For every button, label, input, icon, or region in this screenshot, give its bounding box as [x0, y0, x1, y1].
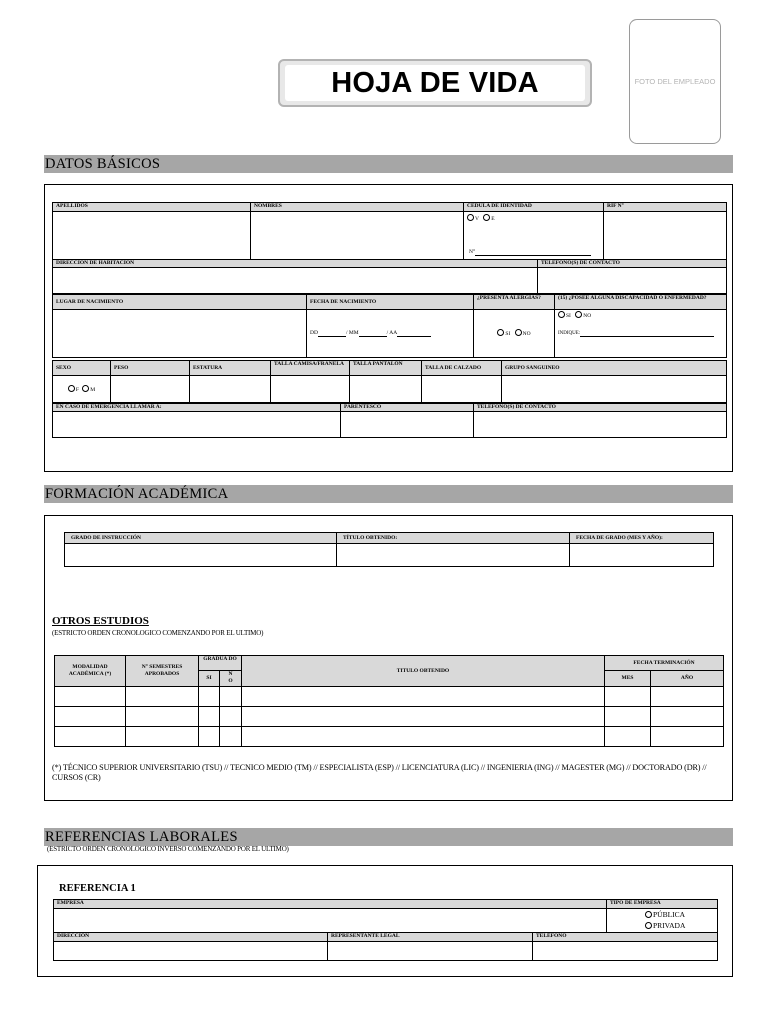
label-grupo-sanguineo: GRUPO SANGUINEO: [502, 361, 727, 376]
cell-no[interactable]: [220, 727, 242, 747]
radio-sexo-f[interactable]: [68, 385, 75, 392]
cell-semestres[interactable]: [126, 687, 199, 707]
radio-cedula-e[interactable]: [483, 214, 490, 221]
label-alergias: ¿PRESENTA ALERGIAS?: [474, 295, 555, 310]
radio-discapacidad-si[interactable]: [558, 311, 565, 318]
field-tipo-empresa[interactable]: [607, 909, 718, 933]
formacion-footnote: (*) TÉCNICO SUPERIOR UNIVERSITARIO (TSU) // TECNICO MEDIO (TM) // ESPECIALISTA (ESP) // LICENCIATURA (LIC) // INGENIERIA (ING) // MAGESTER (MG) // DOCTORADO (DR) // CURSOS (CR): [52, 763, 707, 782]
label-nombres: NOMBRES: [251, 203, 464, 212]
cell-titulo[interactable]: [242, 687, 605, 707]
label-apellidos: APELLIDOS: [53, 203, 251, 212]
referencia-1-row-1: [53, 899, 718, 933]
col-fecha-terminacion: FECHA TERMINACIÓN: [605, 656, 724, 671]
cell-titulo[interactable]: [242, 727, 605, 747]
field-direccion[interactable]: [53, 268, 538, 294]
col-modalidad: MODALIDAD ACADÉMICA (*): [55, 656, 126, 687]
indique-label: INDIQUE:: [558, 331, 581, 336]
radio-discapacidad-si-label: SI: [566, 313, 571, 319]
label-talla-pantalon: TALLA PANTALÓN: [350, 361, 422, 376]
indique-line[interactable]: [580, 336, 714, 337]
cell-semestres[interactable]: [126, 707, 199, 727]
cedula-numero-label: N°: [469, 249, 476, 255]
label-talla-camisa: TALLA CAMISA/FRANELA: [271, 361, 350, 376]
datos-row-3: [52, 294, 727, 358]
field-lugar-nacimiento[interactable]: [53, 310, 307, 358]
cedula-numero-line[interactable]: [475, 255, 591, 256]
label-cedula: CEDULA DE IDENTIDAD: [464, 203, 604, 212]
photo-placeholder[interactable]: [629, 19, 721, 144]
label-peso: PESO: [111, 361, 190, 376]
col-anio: AÑO: [651, 671, 724, 687]
label-representante: REPRESENTANTE LEGAL: [328, 933, 533, 942]
label-emergencia: EN CASO DE EMERGENCIA LLAMAR A:: [53, 404, 341, 412]
cell-no[interactable]: [220, 687, 242, 707]
radio-publica[interactable]: [645, 911, 652, 918]
field-grado[interactable]: [65, 544, 337, 567]
mm-label: MM: [348, 330, 359, 336]
field-talla-pantalon[interactable]: [350, 376, 422, 403]
label-empresa: EMPRESA: [54, 900, 607, 909]
label-direccion: DIRECCION DE HABITACION: [53, 260, 538, 268]
table-row: [55, 727, 724, 747]
field-empresa[interactable]: [54, 909, 607, 933]
label-talla-calzado: TALLA DE CALZADO: [422, 361, 502, 376]
aa-label: AA: [389, 330, 398, 336]
label-fecha-grado: FECHA DE GRADO (MES Y AÑO):: [570, 533, 714, 544]
label-sexo: SEXO: [53, 361, 111, 376]
cell-mes[interactable]: [605, 727, 651, 747]
label-fecha-nacimiento: FECHA DE NACIMIENTO: [307, 295, 474, 310]
col-titulo-obtenido: TITULO OBTENIDO: [242, 656, 605, 687]
datos-row-5: [52, 403, 727, 438]
field-telefono-contacto[interactable]: [474, 412, 727, 438]
col-mes: MES: [605, 671, 651, 687]
radio-alergias-si-label: SI: [505, 331, 511, 337]
cell-mes[interactable]: [605, 707, 651, 727]
field-representante[interactable]: [328, 942, 533, 961]
datos-row-4: [52, 360, 727, 403]
dd-line[interactable]: [318, 336, 346, 337]
aa-line[interactable]: [397, 336, 431, 337]
radio-discapacidad-no[interactable]: [575, 311, 582, 318]
otros-estudios-title: OTROS ESTUDIOS: [52, 615, 149, 627]
field-fecha-grado[interactable]: [570, 544, 714, 567]
field-titulo[interactable]: [337, 544, 570, 567]
col-no: N O: [220, 671, 242, 687]
section-header-referencias: REFERENCIAS LABORALES: [44, 828, 733, 846]
field-grupo-sanguineo[interactable]: [502, 376, 727, 403]
section-header-datos-basicos: DATOS BÁSICOS: [44, 155, 733, 173]
cell-modalidad[interactable]: [55, 687, 126, 707]
col-semestres: N° SEMESTRES APROBADOS: [126, 656, 199, 687]
referencias-note: (ESTRICTO ORDEN CRONOLOGICO INVERSO COMENZANDO POR EL ULTIMO): [47, 845, 289, 853]
field-parentesco[interactable]: [341, 412, 474, 438]
cell-si[interactable]: [199, 727, 220, 747]
datos-row-1: [52, 202, 727, 261]
mm-line[interactable]: [359, 336, 387, 337]
field-talla-calzado[interactable]: [422, 376, 502, 403]
radio-sexo-f-label: F: [75, 386, 79, 393]
label-titulo: TÍTULO OBTENIDO:: [337, 533, 570, 544]
table-row: [55, 707, 724, 727]
field-sexo[interactable]: [53, 376, 111, 403]
label-parentesco: PARENTESCO: [341, 404, 474, 412]
datos-row-2: [52, 259, 727, 294]
field-apellidos[interactable]: [53, 212, 251, 261]
label-telefono-ref: TELÉFONO: [533, 933, 718, 942]
radio-cedula-v[interactable]: [467, 214, 474, 221]
radio-alergias-si[interactable]: [497, 329, 504, 336]
cell-si[interactable]: [199, 707, 220, 727]
field-rif[interactable]: [604, 212, 727, 261]
dd-label: DD: [310, 330, 318, 336]
label-estatura: ESTATURA: [190, 361, 271, 376]
field-cedula[interactable]: [464, 212, 604, 261]
label-telefono-contacto: TELEFONO(S) DE CONTACTO: [474, 404, 727, 412]
radio-cedula-v-label: V: [475, 216, 479, 222]
field-discapacidad[interactable]: [555, 310, 727, 358]
field-telefono-ref[interactable]: [533, 942, 718, 961]
radio-sexo-m[interactable]: [82, 385, 89, 392]
field-talla-camisa[interactable]: [271, 376, 350, 403]
field-peso[interactable]: [111, 376, 190, 403]
radio-privada[interactable]: [645, 922, 652, 929]
col-graduado: GRADUA DO: [199, 656, 242, 671]
otros-estudios-table: [54, 655, 724, 747]
cell-modalidad[interactable]: [55, 727, 126, 747]
radio-cedula-e-label: E: [491, 216, 495, 222]
label-discapacidad: (15) ¿POSEE ALGUNA DISCAPACIDAD O ENFERMEDAD?: [555, 295, 727, 310]
cell-modalidad[interactable]: [55, 707, 126, 727]
table-row: [55, 687, 724, 707]
cell-anio[interactable]: [651, 727, 724, 747]
cell-no[interactable]: [220, 707, 242, 727]
label-telefonos: TELEFONO(S) DE CONTACTO: [538, 260, 727, 268]
field-alergias[interactable]: [474, 310, 555, 358]
label-tipo-empresa: TIPO DE EMPRESA: [607, 900, 718, 909]
radio-alergias-no-label: NO: [522, 331, 531, 337]
label-lugar-nacimiento: LUGAR DE NACIMIENTO: [53, 295, 307, 310]
label-direccion-ref: DIRECCIÓN: [54, 933, 328, 942]
cell-si[interactable]: [199, 687, 220, 707]
document-title: HOJA DE VIDA: [285, 65, 585, 101]
grado-table: [64, 532, 714, 567]
cell-mes[interactable]: [605, 687, 651, 707]
field-telefonos[interactable]: [538, 268, 727, 294]
field-direccion-ref[interactable]: [54, 942, 328, 961]
radio-publica-label: PÚBLICA: [653, 910, 686, 919]
section-header-formacion: FORMACIÓN ACADÉMICA: [44, 485, 733, 503]
cell-anio[interactable]: [651, 707, 724, 727]
field-fecha-nacimiento[interactable]: DD / MM / AA: [307, 310, 474, 358]
referencia-1-title: REFERENCIA 1: [59, 883, 136, 894]
radio-sexo-m-label: M: [90, 386, 96, 393]
label-grado: GRADO DE INSTRUCCIÓN: [65, 533, 337, 544]
field-estatura[interactable]: [190, 376, 271, 403]
radio-privada-label: PRIVADA: [653, 921, 686, 930]
field-emergencia[interactable]: [53, 412, 341, 438]
photo-placeholder-label: FOTO DEL EMPLEADO: [634, 77, 716, 86]
label-rif: RIF N°: [604, 203, 727, 212]
cell-semestres[interactable]: [126, 727, 199, 747]
cell-titulo[interactable]: [242, 707, 605, 727]
cell-anio[interactable]: [651, 687, 724, 707]
otros-estudios-note: (ESTRICTO ORDEN CRONOLOGICO COMENZANDO POR EL ULTIMO): [52, 629, 264, 637]
radio-alergias-no[interactable]: [515, 329, 522, 336]
col-si: SI: [199, 671, 220, 687]
title-box: [278, 59, 592, 107]
radio-discapacidad-no-label: NO: [583, 313, 592, 319]
field-nombres[interactable]: [251, 212, 464, 261]
referencia-1-row-2: [53, 932, 718, 961]
